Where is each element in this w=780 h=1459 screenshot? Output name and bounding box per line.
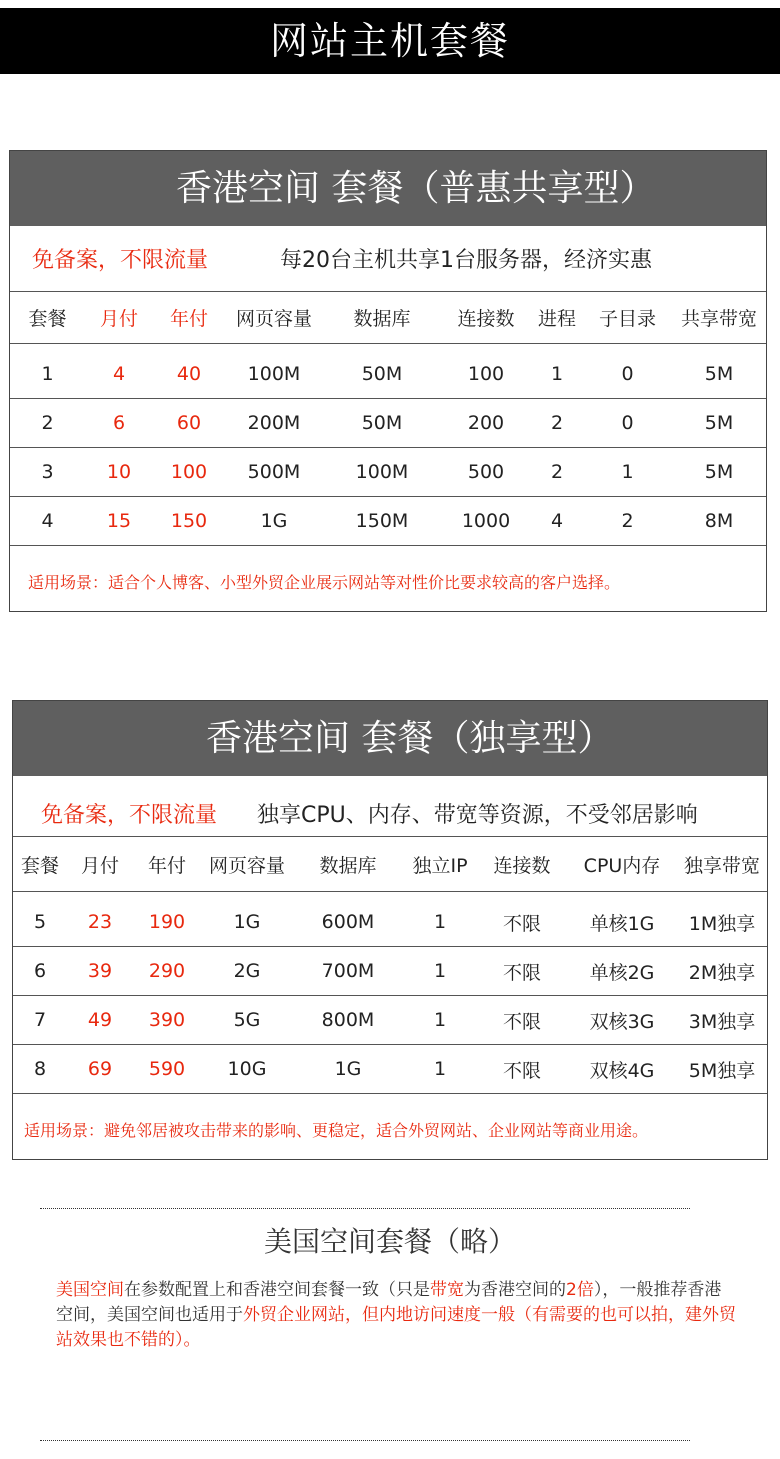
col-header: 月付 xyxy=(67,837,133,892)
feature-row xyxy=(10,226,766,292)
us-text: 为香港空间的 xyxy=(464,1280,566,1300)
table-cell: 700M xyxy=(293,947,403,996)
table-cell: 1 xyxy=(10,350,85,399)
table-cell: 不限 xyxy=(477,947,567,996)
table-cell: 单核1G xyxy=(567,898,677,947)
table-cell: 0 xyxy=(583,399,672,448)
table-cell: 5M xyxy=(672,448,766,497)
table-cell: 1G xyxy=(225,497,323,546)
table-cell: 5M独享 xyxy=(677,1045,767,1094)
table-cell: 100M xyxy=(323,448,441,497)
table-cell: 500M xyxy=(225,448,323,497)
table-cell: 1 xyxy=(403,996,477,1045)
table-cell: 200M xyxy=(225,399,323,448)
us-text: ），一般推荐香港空间，美国空间也适用于 xyxy=(56,1280,722,1325)
table-cell: 50M xyxy=(323,350,441,399)
table-cell: 49 xyxy=(67,996,133,1045)
us-text-red: 2倍 xyxy=(566,1280,594,1300)
page-banner: 网站主机套餐 xyxy=(0,8,780,74)
table-cell: 4 xyxy=(531,497,583,546)
table-cell: 10G xyxy=(201,1045,293,1094)
plan-panel-shared xyxy=(9,150,767,612)
table-cell: 1 xyxy=(583,448,672,497)
table-cell: 200 xyxy=(441,399,531,448)
col-header: 网页容量 xyxy=(225,292,323,344)
table-cell: 2G xyxy=(201,947,293,996)
table-cell: 600M xyxy=(293,898,403,947)
plan-table xyxy=(13,837,767,1094)
table-cell: 8 xyxy=(13,1045,67,1094)
panel-title: 香港空间 套餐（独享型） xyxy=(206,718,614,759)
table-cell: 5G xyxy=(201,996,293,1045)
panel-header xyxy=(10,151,766,226)
table-cell: 69 xyxy=(67,1045,133,1094)
table-cell: 3M独享 xyxy=(677,996,767,1045)
table-cell: 39 xyxy=(67,947,133,996)
table-cell: 不限 xyxy=(477,996,567,1045)
feature-highlight: 免备案，不限流量 xyxy=(41,803,218,828)
usage-scenario: 适用场景：适合个人博客、小型外贸企业展示网站等对性价比要求较高的客户选择。 xyxy=(28,573,621,592)
plan-table xyxy=(10,292,766,546)
table-cell: 5M xyxy=(672,399,766,448)
table-cell: 1 xyxy=(403,898,477,947)
table-row xyxy=(10,497,766,546)
feature-row xyxy=(13,776,767,837)
col-header: 年付 xyxy=(133,837,201,892)
table-cell: 15 xyxy=(85,497,153,546)
table-cell: 2 xyxy=(10,399,85,448)
col-header: 数据库 xyxy=(293,837,403,892)
feature-highlight: 免备案，不限流量 xyxy=(32,248,209,273)
table-cell: 不限 xyxy=(477,898,567,947)
table-header-row xyxy=(13,837,767,892)
table-cell: 6 xyxy=(13,947,67,996)
table-row xyxy=(10,448,766,497)
dotted-divider xyxy=(40,1208,690,1209)
table-cell: 2 xyxy=(531,448,583,497)
table-cell: 590 xyxy=(133,1045,201,1094)
table-cell: 23 xyxy=(67,898,133,947)
feature-description: 每20台主机共享1台服务器，经济实惠 xyxy=(280,248,652,273)
us-text: 在参数配置上和香港空间套餐一致（只是 xyxy=(124,1280,430,1300)
table-cell: 800M xyxy=(293,996,403,1045)
table-row xyxy=(13,898,767,947)
table-cell: 1G xyxy=(293,1045,403,1094)
table-cell: 2 xyxy=(531,399,583,448)
us-text-red: 美国空间 xyxy=(56,1280,124,1300)
col-header: CPU内存 xyxy=(567,837,677,892)
col-header: 共享带宽 xyxy=(672,292,766,344)
table-cell: 190 xyxy=(133,898,201,947)
table-cell: 5 xyxy=(13,898,67,947)
table-cell: 1000 xyxy=(441,497,531,546)
table-cell: 双核4G xyxy=(567,1045,677,1094)
table-header-row xyxy=(10,292,766,344)
table-row xyxy=(10,399,766,448)
table-cell: 4 xyxy=(10,497,85,546)
panel-header xyxy=(13,701,767,776)
col-header: 子目录 xyxy=(583,292,672,344)
table-cell: 1M独享 xyxy=(677,898,767,947)
col-header: 独立IP xyxy=(403,837,477,892)
col-header: 数据库 xyxy=(323,292,441,344)
table-cell: 390 xyxy=(133,996,201,1045)
table-cell: 1 xyxy=(403,1045,477,1094)
table-cell: 双核3G xyxy=(567,996,677,1045)
table-cell: 7 xyxy=(13,996,67,1045)
table-cell: 150M xyxy=(323,497,441,546)
us-text-red: 外贸企业网站，但内地访问速度一般（有需要的也可以拍，建外贸站效果也不错的）。 xyxy=(56,1305,736,1350)
table-cell: 5M xyxy=(672,350,766,399)
table-cell: 100 xyxy=(153,448,225,497)
table-row xyxy=(13,996,767,1045)
table-cell: 50M xyxy=(323,399,441,448)
table-cell: 150 xyxy=(153,497,225,546)
table-cell: 3 xyxy=(10,448,85,497)
table-cell: 0 xyxy=(583,350,672,399)
col-header: 年付 xyxy=(153,292,225,344)
col-header: 进程 xyxy=(531,292,583,344)
plan-panel-dedicated xyxy=(12,700,768,1160)
table-cell: 2 xyxy=(583,497,672,546)
table-cell: 40 xyxy=(153,350,225,399)
col-header: 连接数 xyxy=(441,292,531,344)
col-header: 独享带宽 xyxy=(677,837,767,892)
table-cell: 4 xyxy=(85,350,153,399)
col-header: 网页容量 xyxy=(201,837,293,892)
table-cell: 500 xyxy=(441,448,531,497)
table-cell: 60 xyxy=(153,399,225,448)
table-cell: 1 xyxy=(531,350,583,399)
dotted-divider xyxy=(40,1440,690,1441)
table-cell: 1 xyxy=(403,947,477,996)
feature-description: 独享CPU、内存、带宽等资源，不受邻居影响 xyxy=(257,803,698,828)
table-cell: 100M xyxy=(225,350,323,399)
usage-scenario: 适用场景：避免邻居被攻击带来的影响、更稳定，适合外贸网站、企业网站等商业用途。 xyxy=(24,1121,649,1140)
table-cell: 10 xyxy=(85,448,153,497)
us-plan-description xyxy=(56,1278,736,1353)
col-header: 套餐 xyxy=(13,837,67,892)
col-header: 月付 xyxy=(85,292,153,344)
table-cell: 2M独享 xyxy=(677,947,767,996)
table-row xyxy=(13,947,767,996)
table-cell: 8M xyxy=(672,497,766,546)
table-cell: 单核2G xyxy=(567,947,677,996)
table-row xyxy=(10,350,766,399)
table-row xyxy=(13,1045,767,1094)
panel-title: 香港空间 套餐（普惠共享型） xyxy=(176,168,656,209)
table-cell: 100 xyxy=(441,350,531,399)
table-cell: 290 xyxy=(133,947,201,996)
table-cell: 1G xyxy=(201,898,293,947)
us-plan-title: 美国空间套餐（略） xyxy=(263,1225,516,1258)
col-header: 套餐 xyxy=(10,292,85,344)
us-text-red: 带宽 xyxy=(430,1280,464,1300)
table-cell: 不限 xyxy=(477,1045,567,1094)
col-header: 连接数 xyxy=(477,837,567,892)
table-cell: 6 xyxy=(85,399,153,448)
